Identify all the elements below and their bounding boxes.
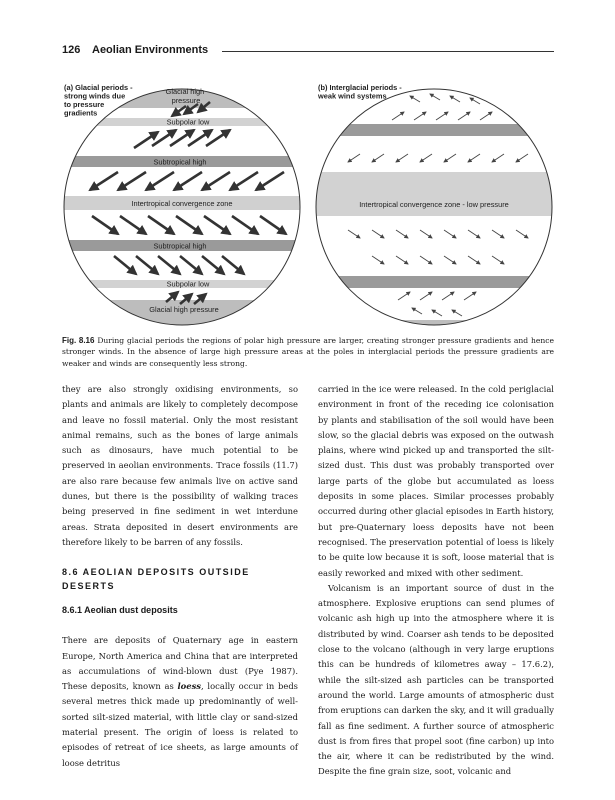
subtropical-high-bottom-label: Subtropical high	[153, 241, 207, 251]
itcz-band-b	[314, 172, 554, 216]
figure-caption	[62, 335, 554, 369]
right-column	[318, 382, 554, 780]
header-rule	[222, 51, 554, 52]
right-paragraph-1: carried in the ice were released. In the cold periglacial environment in front of the receding ice colonisation by plants and stabilisation of the soil would have been slow, so the glacial debris was exposed on the outwash plains, where wind picked up and transported the silt-sized dust. This dust was probably transported over large parts of the globe but accumulated as loess deposits in some places. Similar processes probably occurred during other glacial episodes in Earth history, but pre-Quaternary loess deposits have not been recognised. The preservation potential of loess is likely to be quite low because it is soft, loose material that is easily reworked and mixed with other sediment.	[318, 384, 554, 578]
subtropical-high-top-label: Subtropical high	[153, 157, 207, 167]
para2-after: , locally occur in beds several metres thick made up predominantly of well-sorted silt-sized material, with little clay or sand-sized material present. The origin of loess is related to episodes of retreat of ice sheets, as large amounts of loose detritus	[62, 681, 298, 768]
left-paragraph-1: they are also strongly oxidising environments, so plants and animals are likely to completely decompose and leave no fossil material. Only the most resistant animal remains, such as the bones of large animals such as dinosaurs, have much potential to be preserved in aeolian environments. Trace fossils (11.7) are also rare because few animals live on active sand dunes, but there is the possibility of walking traces being preserved in fine sediment in wet interdune areas. Strata deposited in desert environments are therefore likely to be barren of any fossils.	[62, 384, 298, 547]
figure-8-16	[62, 80, 554, 330]
caption-label: Fig. 8.16	[62, 336, 95, 345]
page-number: 126	[62, 44, 81, 56]
section-heading: 8.6 AEOLIAN DEPOSITS OUTSIDE DESERTS	[62, 567, 250, 592]
subpolar-low-bottom-label: Subpolar low	[166, 279, 210, 289]
subtropical-high-bottom-band-b	[314, 276, 554, 288]
left-paragraph-2	[62, 633, 298, 771]
itcz-label-a: Intertropical convergence zone	[131, 199, 233, 208]
panel-a-label: (a) Glacial periods - strong winds due to pressure gradients	[64, 83, 133, 118]
glacial-high-top-label: Glacial high pressure	[165, 87, 205, 105]
itcz-label-b: Intertropical convergence zone - low pressure	[359, 200, 509, 209]
running-title: Aeolian Environments	[92, 44, 209, 56]
glacial-high-bottom-label: Glacial high pressure	[149, 305, 219, 314]
subsection-heading: 8.6.1 Aeolian dust deposits	[62, 605, 178, 616]
subpolar-low-top-label: Subpolar low	[166, 117, 210, 127]
right-paragraph-2: Volcanism is an important source of dust in the atmosphere. Explosive eruptions can send plumes of volcanic ash high up into the atmosphere where it is distributed by wind. Coarser ash tends to be deposited close to the volcano (although in very large eruptions this can be hundreds of kilometres away – 17.6.2), while the silt-sized ash particles can be transported around the world. Large amounts of atmospheric dust from eruptions can darken the sky, and it will gradually fall as fine sediment. A further source of atmospheric dust is from fires that propel soot (fine carbon) up into the air, where it can be redistributed by the wind. Despite the fine grain size, soot, volcanic and	[318, 582, 554, 777]
page-header	[62, 44, 554, 60]
panel-b-label: (b) Interglacial periods - weak wind systems	[318, 83, 402, 101]
caption-text: During glacial periods the regions of polar high pressure are larger, creating stronger pressure gradients and hence stronger winds. In the absence of large high pressure areas at the poles in interglacial periods the pressure gradients are weaker and winds are consequently less strong.	[62, 336, 554, 368]
left-column	[62, 382, 298, 771]
subtropical-high-top-band-b	[314, 124, 554, 136]
para2-before: There are deposits of Quaternary age in eastern Europe, North America and China that are interpreted as accumulations of wind-blown dust (Pye 1987). These deposits, known as	[62, 635, 298, 692]
loess-term: loess	[177, 681, 202, 692]
